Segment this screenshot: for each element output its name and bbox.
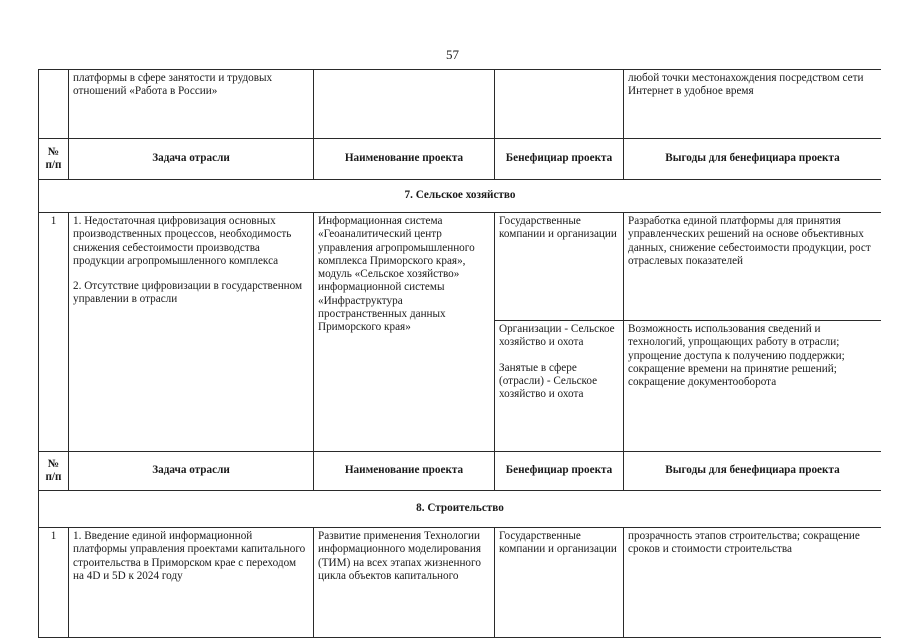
section-title: 7. Сельское хозяйство [39, 180, 882, 213]
table-row [39, 528, 882, 638]
cell-task [69, 213, 314, 452]
section-title: 8. Строительство [39, 491, 882, 528]
table-row [39, 213, 882, 321]
cell-task: 1. Введение единой информационной платформы управления проектами капитального строительства в Приморском крае с переходом на 4D и 5D к 2024 году [69, 528, 314, 638]
header-beneficiary: Бенефициар проекта [495, 139, 624, 180]
projects-table [38, 69, 881, 638]
cell-num: 1 [39, 213, 69, 452]
cell-num: 1 [39, 528, 69, 638]
cell-num [39, 70, 69, 139]
header-num: № п/п [39, 139, 69, 180]
cell-project [314, 70, 495, 139]
header-benefit: Выгоды для бенефициара проекта [624, 452, 882, 491]
cell-benefit: прозрачность этапов строительства; сокращение сроков и стоимости строительства [624, 528, 882, 638]
cell-project: Информационная система «Геоаналитический центр управления агропромышленного комплекса Приморского края», модуль «Сельское хозяйство» информационной системы «Инфраструктура пространственных данных Приморского края» [314, 213, 495, 452]
task-item: 1. Недостаточная цифровизация основных производственных процессов, необходимость снижения себестоимости производства продукции агропромышленного комплекса [73, 215, 292, 267]
header-row [39, 452, 882, 491]
header-task: Задача отрасли [69, 139, 314, 180]
cell-benefit: любой точки местонахождения посредством сети Интернет в удобное время [624, 70, 882, 139]
header-project: Наименование проекта [314, 139, 495, 180]
cell-beneficiary [495, 321, 624, 452]
cell-benefit: Разработка единой платформы для принятия управленческих решений на основе объективных данных, снижение себестоимости продукции, рост отраслевых показателей [624, 213, 882, 321]
section-title-row [39, 491, 882, 528]
document-table-frame [38, 69, 881, 640]
cell-task: платформы в сфере занятости и трудовых отношений «Работа в России» [69, 70, 314, 139]
header-row [39, 139, 882, 180]
beneficiary-item: Организации - Сельское хозяйство и охота [499, 323, 615, 349]
page-number: 57 [446, 47, 459, 62]
header-task: Задача отрасли [69, 452, 314, 491]
header-num: № п/п [39, 452, 69, 491]
task-item: 2. Отсутствие цифровизации в государственном управлении в отрасли [73, 280, 303, 306]
cell-beneficiary: Государственные компании и организации [495, 528, 624, 638]
section-title-row [39, 180, 882, 213]
continuation-row [39, 70, 882, 139]
beneficiary-item: Занятые в сфере (отрасли) - Сельское хозяйство и охота [499, 361, 598, 401]
header-benefit: Выгоды для бенефициара проекта [624, 139, 882, 180]
header-project: Наименование проекта [314, 452, 495, 491]
cell-project: Развитие применения Технологии информационного моделирования (ТИМ) на всех этапах жизненного цикла объектов капитального [314, 528, 495, 638]
header-beneficiary: Бенефициар проекта [495, 452, 624, 491]
cell-benefit: Возможность использования сведений и технологий, упрощающих работу в отрасли; упрощение доступа к получению поддержки; сокращение времени на принятие решений; сокращение документооборота [624, 321, 882, 452]
cell-beneficiary: Государственные компании и организации [495, 213, 624, 321]
cell-beneficiary [495, 70, 624, 139]
